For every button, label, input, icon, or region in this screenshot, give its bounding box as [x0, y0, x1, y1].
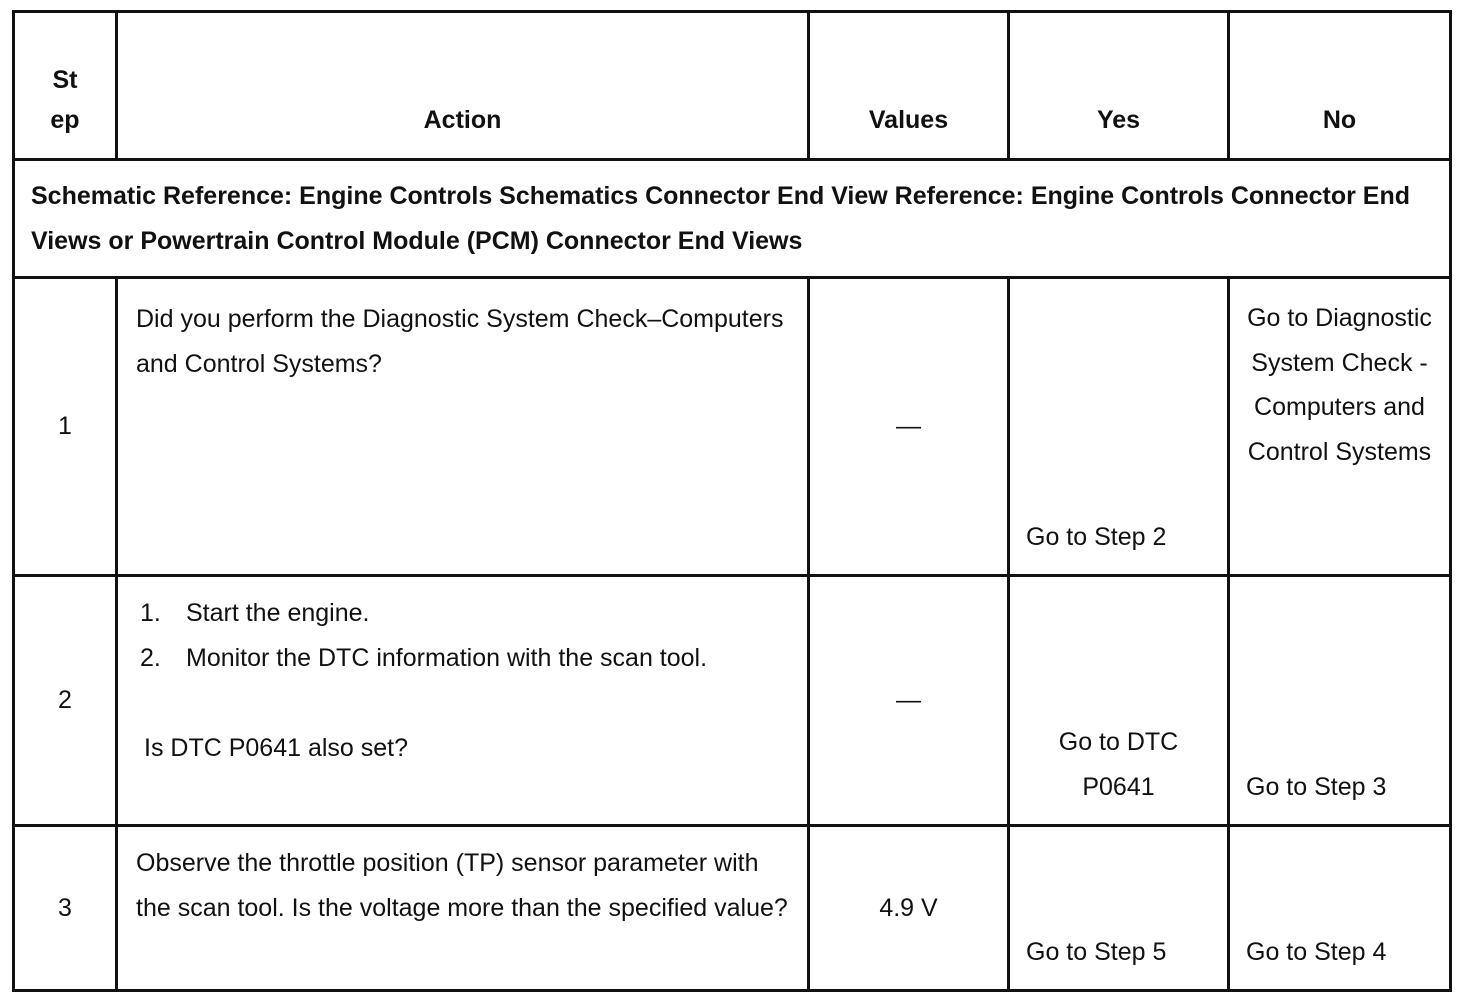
yes-link[interactable]: Go to Step 5 [1009, 826, 1229, 991]
action-text: Did you perform the Diagnostic System Check–Computers and Control Systems? [117, 278, 809, 576]
list-item: 2. Monitor the DTC information with the scan tool. [140, 644, 708, 672]
action-list [117, 576, 809, 826]
reference-row [14, 160, 1451, 278]
no-link[interactable]: Go to Step 3 [1229, 576, 1451, 826]
header-step: St ep [14, 12, 117, 160]
value-text: — [809, 576, 1009, 826]
step-number: 3 [14, 826, 117, 991]
value-text: — [809, 278, 1009, 576]
schematic-reference: Schematic Reference: Engine Controls Schematics Connector End View Reference: Engine Controls Connector End Views or Powertrain Control Module (PCM) Connector End Views [14, 160, 1451, 278]
table-row [14, 826, 1451, 991]
header-action: Action [117, 12, 809, 160]
no-link[interactable]: Go to Diagnostic System Check - Computers and Control Systems [1229, 278, 1451, 576]
list-item: 1. Start the engine. [140, 599, 370, 627]
table-row [14, 278, 1451, 576]
header-values: Values [809, 12, 1009, 160]
value-text: 4.9 V [809, 826, 1009, 991]
yes-link[interactable]: Go to Step 2 [1009, 278, 1229, 576]
table-row [14, 576, 1451, 826]
question-text: Is DTC P0641 also set? [144, 734, 409, 762]
header-yes: Yes [1009, 12, 1229, 160]
header-row [14, 12, 1451, 160]
step-number: 2 [14, 576, 117, 826]
yes-link[interactable]: Go to DTC P0641 [1009, 576, 1229, 826]
step-number: 1 [14, 278, 117, 576]
no-link[interactable]: Go to Step 4 [1229, 826, 1451, 991]
header-no: No [1229, 12, 1451, 160]
action-text: Observe the throttle position (TP) sensor parameter with the scan tool. Is the voltage more than the specified value? [117, 826, 809, 991]
diagnostic-table [12, 10, 1452, 992]
